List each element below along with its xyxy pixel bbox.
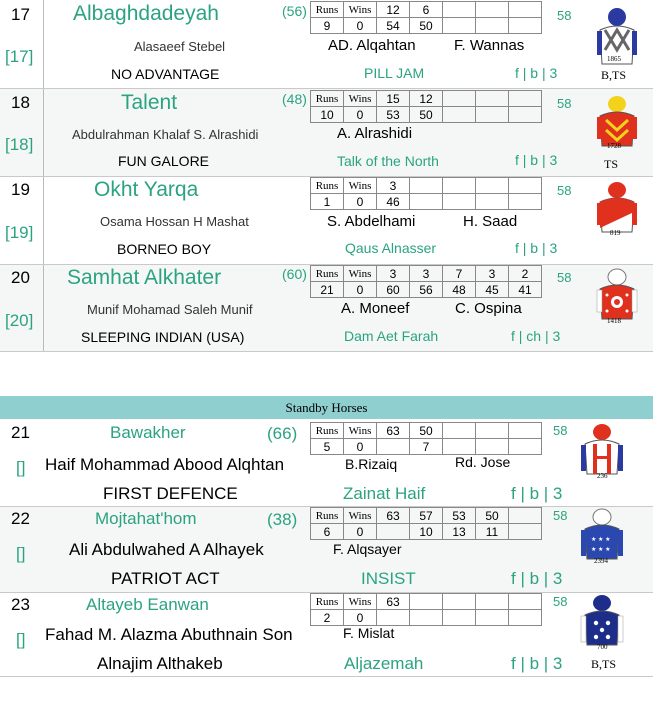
barrier-number: [] xyxy=(16,458,26,477)
silk-number: 1865 xyxy=(607,55,621,63)
stats-cell xyxy=(509,508,542,524)
barrier-number: [19] xyxy=(5,223,34,242)
sire-name: Alnajim Althakeb xyxy=(97,654,223,673)
stats-table xyxy=(310,177,542,210)
horse-rating: (56) xyxy=(282,3,307,19)
stats-cell xyxy=(443,18,476,34)
stats-cell xyxy=(509,610,542,626)
silk-number: 1418 xyxy=(607,317,621,325)
stats-cell xyxy=(410,178,443,194)
column-divider xyxy=(43,265,44,351)
stats-cell xyxy=(410,194,443,210)
trainer-name[interactable]: H. Saad xyxy=(463,213,518,230)
stats-cell xyxy=(443,439,476,455)
horse-name[interactable]: Talent xyxy=(121,91,178,114)
stats-cell: 10 xyxy=(410,524,443,540)
stats-cell: 50 xyxy=(410,18,443,34)
trainer-name[interactable]: C. Ospina xyxy=(455,300,522,317)
stats-cell xyxy=(443,178,476,194)
stats-cell: 63 xyxy=(377,508,410,524)
carried-weight: 58 xyxy=(557,96,572,111)
stats-cell: Wins xyxy=(344,91,377,107)
column-divider xyxy=(43,89,44,176)
stats-cell xyxy=(509,194,542,210)
jockey-name[interactable]: F. Alqsayer xyxy=(333,541,402,557)
stats-cell: Wins xyxy=(344,2,377,18)
stats-table xyxy=(310,90,542,123)
dam-name: Talk of the North xyxy=(337,153,439,169)
stats-cell xyxy=(476,178,509,194)
stats-cell: 5 xyxy=(311,439,344,455)
stats-cell xyxy=(377,524,410,540)
trainer-name[interactable]: Rd. Jose xyxy=(455,454,511,470)
stats-cell: 53 xyxy=(443,508,476,524)
stats-cell xyxy=(509,18,542,34)
sire-name: BORNEO BOY xyxy=(117,241,212,257)
stats-cell: 0 xyxy=(344,107,377,123)
owner-name: Abdulrahman Khalaf S. Alrashidi xyxy=(72,127,259,142)
stats-cell xyxy=(476,610,509,626)
stats-cell: Runs xyxy=(311,91,344,107)
stats-cell: Wins xyxy=(344,594,377,610)
stats-cell: 2 xyxy=(509,266,542,282)
horse-rating: (66) xyxy=(267,424,298,443)
equipment-code: B,TS xyxy=(601,68,627,82)
stats-cell xyxy=(476,439,509,455)
stats-cell: 54 xyxy=(377,18,410,34)
barrier-number: [] xyxy=(16,630,26,649)
stats-cell: 63 xyxy=(377,423,410,439)
sire-name: PATRIOT ACT xyxy=(111,569,220,588)
jockey-name[interactable]: A. Moneef xyxy=(341,300,410,317)
stats-cell xyxy=(509,91,542,107)
sire-name: FIRST DEFENCE xyxy=(103,484,238,503)
row-divider xyxy=(0,351,653,352)
jockey-name[interactable]: AD. Alqahtan xyxy=(328,37,416,54)
stats-table xyxy=(310,265,542,298)
stats-cell xyxy=(476,594,509,610)
silk-number: 2394 xyxy=(594,557,608,565)
stats-cell: 13 xyxy=(443,524,476,540)
silk-number: 819 xyxy=(610,229,621,237)
silk-number: 236 xyxy=(597,472,608,480)
stats-cell: 45 xyxy=(476,282,509,298)
jockey-name[interactable]: F. Mislat xyxy=(343,625,395,641)
stats-cell: 3 xyxy=(377,178,410,194)
horse-name[interactable]: Albaghdadeyah xyxy=(73,2,219,25)
stats-cell: 0 xyxy=(344,524,377,540)
stats-cell: 10 xyxy=(311,107,344,123)
stats-cell xyxy=(443,2,476,18)
stats-cell: 63 xyxy=(377,594,410,610)
svg-text:★ ★ ★: ★ ★ ★ xyxy=(591,547,611,553)
stats-table xyxy=(310,593,542,626)
dam-name: Aljazemah xyxy=(344,654,424,673)
stats-cell: 48 xyxy=(443,282,476,298)
stats-cell: Runs xyxy=(311,508,344,524)
stats-cell xyxy=(476,194,509,210)
stats-table xyxy=(310,1,542,34)
horse-name[interactable]: Samhat Alkhater xyxy=(67,266,222,289)
horse-rating: (48) xyxy=(282,91,307,107)
stats-cell: 50 xyxy=(410,107,443,123)
horse-rating: (38) xyxy=(267,510,298,529)
jockey-name[interactable]: A. Alrashidi xyxy=(337,125,413,142)
stats-table xyxy=(310,422,542,455)
stats-cell: Wins xyxy=(344,508,377,524)
jockey-name[interactable]: B.Rizaiq xyxy=(345,456,398,472)
stats-cell: 0 xyxy=(344,194,377,210)
column-divider xyxy=(43,177,44,264)
sire-name: FUN GALORE xyxy=(118,153,210,169)
horse-name[interactable]: Mojtahat'hom xyxy=(95,509,197,528)
stats-cell: Runs xyxy=(311,2,344,18)
runner-number: 18 xyxy=(11,93,30,112)
equipment-code: TS xyxy=(604,157,619,171)
stats-cell: 6 xyxy=(311,524,344,540)
stats-cell: 12 xyxy=(377,2,410,18)
runner-number: 19 xyxy=(11,180,30,199)
owner-name: Osama Hossan H Mashat xyxy=(100,214,249,229)
sire-name: NO ADVANTAGE xyxy=(111,66,220,82)
stats-cell: 50 xyxy=(476,508,509,524)
owner-name: Ali Abdulwahed A Alhayek xyxy=(69,540,264,559)
stats-cell: 46 xyxy=(377,194,410,210)
form-flags: f | ch | 3 xyxy=(511,328,561,344)
stats-cell xyxy=(410,610,443,626)
barrier-number: [20] xyxy=(5,311,34,330)
stats-cell xyxy=(443,107,476,123)
stats-cell: 1 xyxy=(311,194,344,210)
runner-number: 21 xyxy=(11,423,30,442)
carried-weight: 58 xyxy=(553,594,568,609)
stats-cell: 7 xyxy=(443,266,476,282)
stats-cell xyxy=(410,594,443,610)
jockey-name[interactable]: S. Abdelhami xyxy=(327,213,416,230)
stats-cell: Wins xyxy=(344,423,377,439)
stats-cell: 3 xyxy=(476,266,509,282)
stats-cell xyxy=(509,423,542,439)
stats-cell xyxy=(509,107,542,123)
owner-name: Munif Mohamad Saleh Munif xyxy=(87,302,253,317)
form-flags: f | b | 3 xyxy=(515,240,558,256)
stats-cell: 57 xyxy=(410,508,443,524)
carried-weight: 58 xyxy=(553,508,568,523)
barrier-number: [18] xyxy=(5,135,34,154)
stats-cell: Runs xyxy=(311,266,344,282)
stats-cell: 15 xyxy=(377,91,410,107)
stats-cell xyxy=(476,423,509,439)
stats-cell: 50 xyxy=(410,423,443,439)
carried-weight: 58 xyxy=(553,423,568,438)
form-flags: f | b | 3 xyxy=(515,152,558,168)
runner-number: 20 xyxy=(11,268,30,287)
stats-cell xyxy=(509,524,542,540)
row-divider xyxy=(0,676,653,677)
barrier-number: [17] xyxy=(5,47,34,66)
stats-cell: 56 xyxy=(410,282,443,298)
stats-cell xyxy=(476,2,509,18)
stats-cell: 53 xyxy=(377,107,410,123)
stats-cell xyxy=(509,439,542,455)
stats-cell: Runs xyxy=(311,178,344,194)
stats-cell: 7 xyxy=(410,439,443,455)
form-flags: f | b | 3 xyxy=(515,65,558,81)
stats-cell: Runs xyxy=(311,423,344,439)
dam-name: Zainat Haif xyxy=(343,484,426,503)
form-flags: f | b | 3 xyxy=(511,654,563,673)
stats-cell: 12 xyxy=(410,91,443,107)
dam-name: INSIST xyxy=(361,569,416,588)
stats-cell xyxy=(443,610,476,626)
silk-number: 700 xyxy=(597,643,608,651)
sire-name: SLEEPING INDIAN (USA) xyxy=(81,329,245,345)
stats-cell xyxy=(509,2,542,18)
stats-cell xyxy=(476,91,509,107)
dam-name: Dam Aet Farah xyxy=(344,328,439,344)
stats-cell: 0 xyxy=(344,18,377,34)
horse-name[interactable]: Okht Yarqa xyxy=(94,178,199,201)
stats-cell xyxy=(476,18,509,34)
stats-cell: 60 xyxy=(377,282,410,298)
dam-name: PILL JAM xyxy=(364,65,425,81)
trainer-name[interactable]: F. Wannas xyxy=(454,37,525,54)
runner-number: 23 xyxy=(11,595,30,614)
stats-cell xyxy=(443,423,476,439)
horse-name[interactable]: Altayeb Eanwan xyxy=(86,595,209,614)
stats-cell: 0 xyxy=(344,610,377,626)
owner-name: Fahad M. Alazma Abuthnain Son xyxy=(45,625,293,644)
owner-name: Alasaeef Stebel xyxy=(134,39,226,54)
stats-cell xyxy=(476,107,509,123)
carried-weight: 58 xyxy=(557,183,572,198)
stats-cell: 21 xyxy=(311,282,344,298)
horse-name[interactable]: Bawakher xyxy=(110,423,186,442)
form-flags: f | b | 3 xyxy=(511,569,563,588)
stats-cell: Wins xyxy=(344,178,377,194)
stats-cell xyxy=(377,610,410,626)
stats-cell: 41 xyxy=(509,282,542,298)
stats-cell: 2 xyxy=(311,610,344,626)
stats-cell xyxy=(377,439,410,455)
standby-header: Standby Horses xyxy=(0,396,653,419)
stats-cell: 0 xyxy=(344,282,377,298)
dam-name: Qaus Alnasser xyxy=(345,240,437,256)
stats-cell xyxy=(443,594,476,610)
stats-cell: 0 xyxy=(344,439,377,455)
column-divider xyxy=(43,0,44,88)
barrier-number: [] xyxy=(16,544,26,563)
equipment-code: B,TS xyxy=(591,657,617,671)
owner-name: Haif Mohammad Abood Alqhtan xyxy=(45,455,285,474)
stats-cell xyxy=(509,594,542,610)
stats-cell: 11 xyxy=(476,524,509,540)
stats-cell xyxy=(509,178,542,194)
runner-number: 17 xyxy=(11,5,30,24)
stats-cell xyxy=(443,91,476,107)
carried-weight: 58 xyxy=(557,270,572,285)
stats-cell: 6 xyxy=(410,2,443,18)
stats-cell: Wins xyxy=(344,266,377,282)
form-flags: f | b | 3 xyxy=(511,484,563,503)
runner-number: 22 xyxy=(11,509,30,528)
stats-cell: Runs xyxy=(311,594,344,610)
stats-cell xyxy=(443,194,476,210)
svg-text:★ ★ ★: ★ ★ ★ xyxy=(591,537,611,543)
stats-cell: 3 xyxy=(377,266,410,282)
stats-cell: 3 xyxy=(410,266,443,282)
silk-number: 1728 xyxy=(607,142,621,150)
horse-rating: (60) xyxy=(282,266,307,282)
stats-cell: 9 xyxy=(311,18,344,34)
carried-weight: 58 xyxy=(557,8,572,23)
stats-table xyxy=(310,507,542,540)
